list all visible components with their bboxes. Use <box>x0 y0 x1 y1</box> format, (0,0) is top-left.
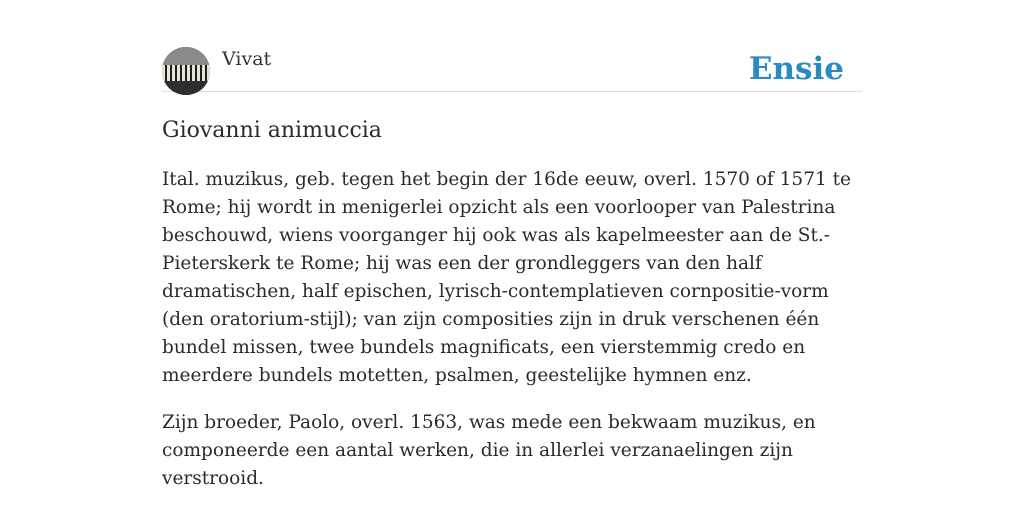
article-header <box>162 44 862 92</box>
article-paragraph: Ital. muzikus, geb. tegen het begin der 16de eeuw, overl. 1570 of 1571 te Rome; hij wordt in menigerlei opzicht als een voorlooper van Palestrina beschouwd, wiens voorganger hij ook was als kapelmeester aan de St.-Pieterskerk te Rome; hij was een der grondleggers van den half dramatischen, half epischen, lyrisch-contemplatieven cornpositie-vorm (den oratorium-stijl); van zijn composities zijn in druk verschenen één bundel missen, twee bundels magnificats, een vierstemmig credo en meerdere bundels motetten, psalmen, geestelijke hymnen enz. <box>162 169 852 386</box>
article-title: Giovanni animuccia <box>162 118 382 143</box>
article-paragraph: Zijn broeder, Paolo, overl. 1563, was mede een bekwaam muzikus, en componeerde een aantal werken, die in allerlei verzanaelingen zijn verstrooid. <box>162 412 816 489</box>
piano-keys-icon <box>162 47 210 95</box>
author-avatar[interactable] <box>162 47 210 95</box>
brand-logo[interactable]: Ensie <box>748 51 844 87</box>
article-card <box>162 44 862 493</box>
author-name[interactable]: Vivat <box>222 48 272 70</box>
